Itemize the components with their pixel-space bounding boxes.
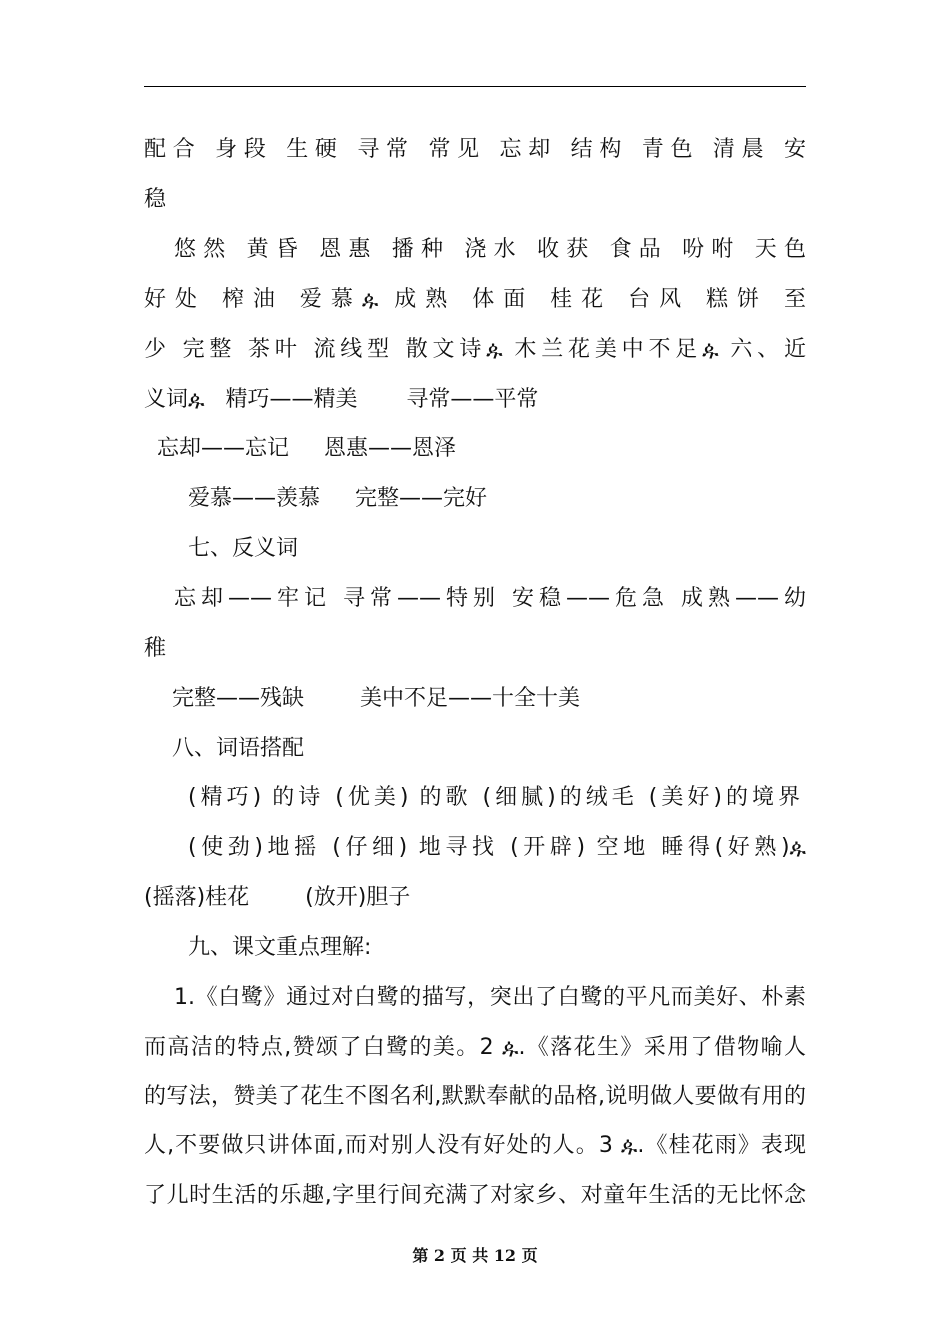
text-line-21: 人,不要做只讲体面,而对别人没有好处的人。3 ዹ.《桂花雨》表现: [144, 1133, 806, 1158]
section-heading-antonyms: 七、反义词: [188, 536, 299, 561]
text-line-22: 了儿时生活的乐趣,字里行间充满了对家乡、对童年生活的无比怀念: [144, 1183, 806, 1208]
text-line-15: (使劲)地摇 (仔细) 地寻找 (开辟) 空地 睡得(好熟)ዹ: [188, 835, 806, 860]
text-line-4: 好处 榨油 爱慕ዹ 成熟 体面 桂花 台风 糕饼 至: [144, 287, 806, 312]
text-line-11: 稚: [144, 636, 167, 661]
text-line-12: 完整——残缺 美中不足——十全十美: [172, 686, 580, 711]
text-line-7: 忘却——忘记 恩惠——恩泽: [157, 436, 456, 461]
text-line-10: 忘却——牢记 寻常——特别 安稳——危急 成熟——幼: [174, 586, 806, 611]
text-line-5: 少 完整 茶叶 流线型 散文诗ዹ 木兰花美中不足ዹ 六、近: [144, 337, 806, 362]
section-heading-key-points: 九、课文重点理解:: [188, 935, 372, 960]
page-footer: 第 2 页 共 12 页: [412, 1246, 538, 1265]
text-line-16: (摇落)桂花 (放开)胆子: [144, 885, 411, 910]
text-line-20: 的写法，赞美了花生不图名利,默默奉献的品格,说明做人要做有用的: [144, 1084, 806, 1109]
text-line-3: 悠然 黄昏 恩惠 播种 浇水 收获 食品 吩咐 天色: [174, 237, 806, 262]
text-line-6: 义词ዹ 精巧——精美 寻常——平常: [144, 387, 539, 412]
text-line-19: 而高洁的特点,赞颂了白鹭的美。2 ዹ.《落花生》采用了借物喻人: [144, 1035, 806, 1060]
text-line-2: 稳: [144, 187, 167, 212]
text-line-14: (精巧) 的诗 (优美) 的歌 (细腻)的绒毛 (美好)的境界: [188, 785, 800, 810]
header-rule: [144, 86, 806, 87]
text-line-18: 1.《白鹭》通过对白鹭的描写，突出了白鹭的平凡而美好、朴素: [174, 985, 806, 1010]
text-line-8: 爱慕——羡慕 完整——完好: [188, 486, 487, 511]
section-heading-collocations: 八、词语搭配: [172, 736, 305, 761]
text-line-1: 配合 身段 生硬 寻常 常见 忘却 结构 青色 清晨 安: [144, 137, 806, 162]
